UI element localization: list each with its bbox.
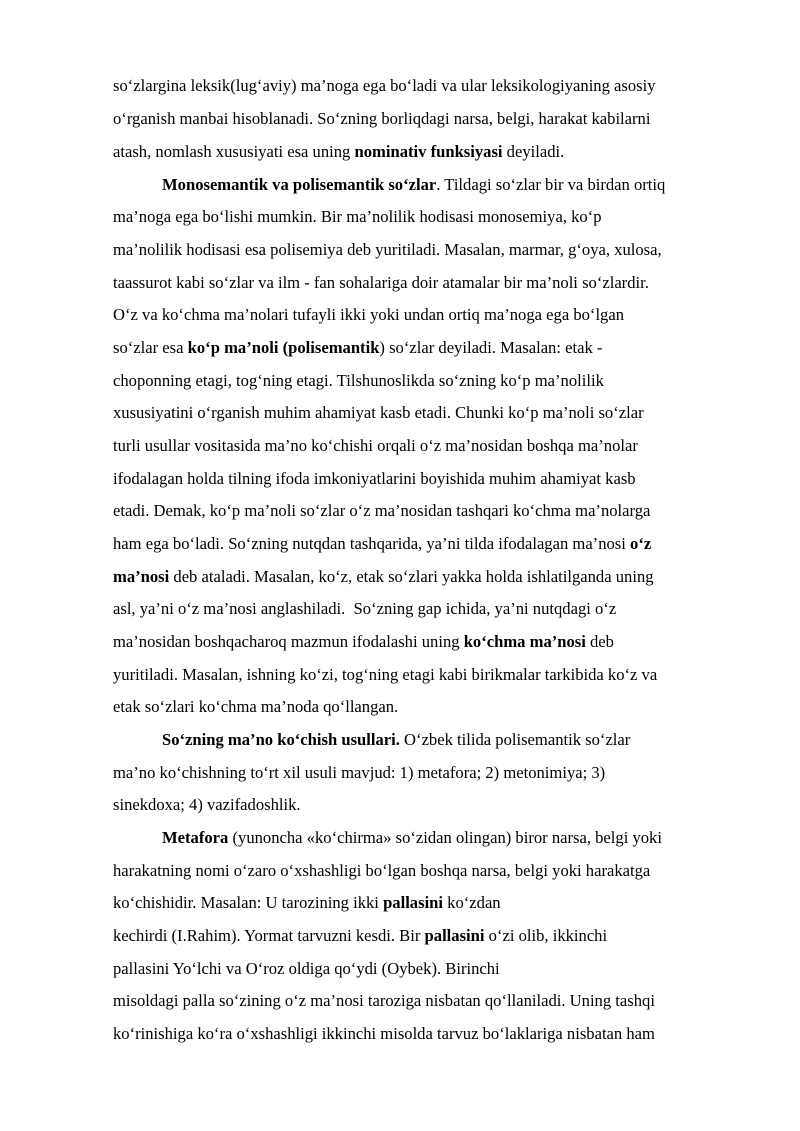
text-line: ma’nolilik hodisasi esa polisemiya deb yuritiladi. Masalan, marmar, g‘oya, xulosa,: [113, 240, 662, 259]
text-line: xususiyatini o‘rganish muhim ahamiyat kasb etadi. Chunki ko‘p ma’noli so‘zlar: [113, 403, 644, 422]
text-line: turli usullar vositasida ma’no ko‘chishi orqali o‘z ma’nosidan boshqa ma’nolar: [113, 436, 638, 455]
section-heading-line: So‘zning ma’no ko‘chish usullari. O‘zbek tilida polisemantik so‘zlar: [162, 730, 631, 749]
section-heading: Monosemantik va polisemantik so‘zlar: [162, 175, 437, 194]
bold-term: nominativ funksiyasi: [354, 142, 503, 161]
text-line: ma’nosi deb ataladi. Masalan, ko‘z, etak so‘zlari yakka holda ishlatilganda uning: [113, 567, 654, 586]
text-line: kechirdi (I.Rahim). Yormat tarvuzni kesdi. Bir pallasini o‘zi olib, ikkinchi: [113, 926, 608, 945]
section-heading: So‘zning ma’no ko‘chish usullari.: [162, 730, 400, 749]
text-line: o‘rganish manbai hisoblanadi. So‘zning borliqdagi narsa, belgi, harakat kabilarni: [113, 109, 651, 128]
section-heading: Metafora: [162, 828, 229, 847]
bold-term: ko‘p ma’noli (polisemantik: [187, 338, 380, 357]
section-heading-line: Monosemantik va polisemantik so‘zlar. Tildagi so‘zlar bir va birdan ortiq: [162, 175, 666, 194]
text-line: etadi. Demak, ko‘p ma’noli so‘zlar o‘z ma’nosidan tashqari ko‘chma ma’nolarga: [113, 501, 651, 520]
text-line: etak so‘zlari ko‘chma ma’noda qo‘llangan.: [113, 697, 399, 716]
bold-term: ma’nosi: [113, 567, 170, 586]
text-line: so‘zlargina leksik(lug‘aviy) ma’noga ega bo‘ladi va ular leksikologiyaning asosiy: [113, 76, 656, 95]
text-line: pallasini Yo‘lchi va O‘roz oldiga qo‘ydi (Oybek). Birinchi: [113, 959, 500, 978]
section-heading-line: Metafora (yunoncha «ko‘chirma» so‘zidan olingan) biror narsa, belgi yoki: [162, 828, 662, 847]
bold-term: o‘z: [630, 534, 652, 553]
text-line: ma’nosidan boshqacharoq mazmun ifodalashi uning ko‘chma ma’nosi deb: [113, 632, 614, 651]
text-line: ma’no ko‘chishning to‘rt xil usuli mavjud: 1) metafora; 2) metonimiya; 3): [113, 763, 606, 782]
text-line: taassurot kabi so‘zlar va ilm - fan sohalariga doir atamalar bir ma’noli so‘zlardir.: [113, 273, 649, 292]
text-line: yuritiladi. Masalan, ishning ko‘zi, tog‘ning etagi kabi birikmalar tarkibida ko‘z va: [113, 665, 658, 684]
bold-term: pallasini: [424, 926, 485, 945]
text-line: sinekdoxa; 4) vazifadoshlik.: [113, 795, 301, 814]
bold-term: ko‘chma ma’nosi: [463, 632, 586, 651]
text-line: atash, nomlash xususiyati esa uning nominativ funksiyasi deyiladi.: [113, 142, 565, 161]
text-line: ko‘rinishiga ko‘ra o‘xshashligi ikkinchi misolda tarvuz bo‘laklariga nisbatan ham: [113, 1024, 655, 1043]
bold-term: pallasini: [383, 893, 444, 912]
text-line: O‘z va ko‘chma ma’nolari tufayli ikki yoki undan ortiq ma’noga ega bo‘lgan: [113, 305, 625, 324]
text-line: harakatning nomi o‘zaro o‘xshashligi bo‘lgan boshqa narsa, belgi yoki harakatga: [113, 861, 651, 880]
text-line: so‘zlar esa ko‘p ma’noli (polisemantik) so‘zlar deyiladi. Masalan: etak -: [113, 338, 603, 357]
text-line: asl, ya’ni o‘z ma’nosi anglashiladi. So‘zning gap ichida, ya’ni nutqdagi o‘z: [113, 599, 617, 618]
text-line: misoldagi palla so‘zining o‘z ma’nosi taroziga nisbatan qo‘llaniladi. Uning tashqi: [113, 991, 655, 1010]
text-line: ko‘chishidir. Masalan: U tarozining ikki pallasini ko‘zdan: [113, 893, 501, 912]
text-line: ma’noga ega bo‘lishi mumkin. Bir ma’nolilik hodisasi monosemiya, ko‘p: [113, 207, 602, 226]
text-line: ifodalagan holda tilning ifoda imkoniyatlarini boyishida muhim ahamiyat kasb: [113, 469, 636, 488]
text-line: choponning etagi, tog‘ning etagi. Tilshunoslikda so‘zning ko‘p ma’nolilik: [113, 371, 604, 390]
text-line: ham ega bo‘ladi. So‘zning nutqdan tashqarida, ya’ni tilda ifodalagan ma’nosi o‘z: [113, 534, 652, 553]
